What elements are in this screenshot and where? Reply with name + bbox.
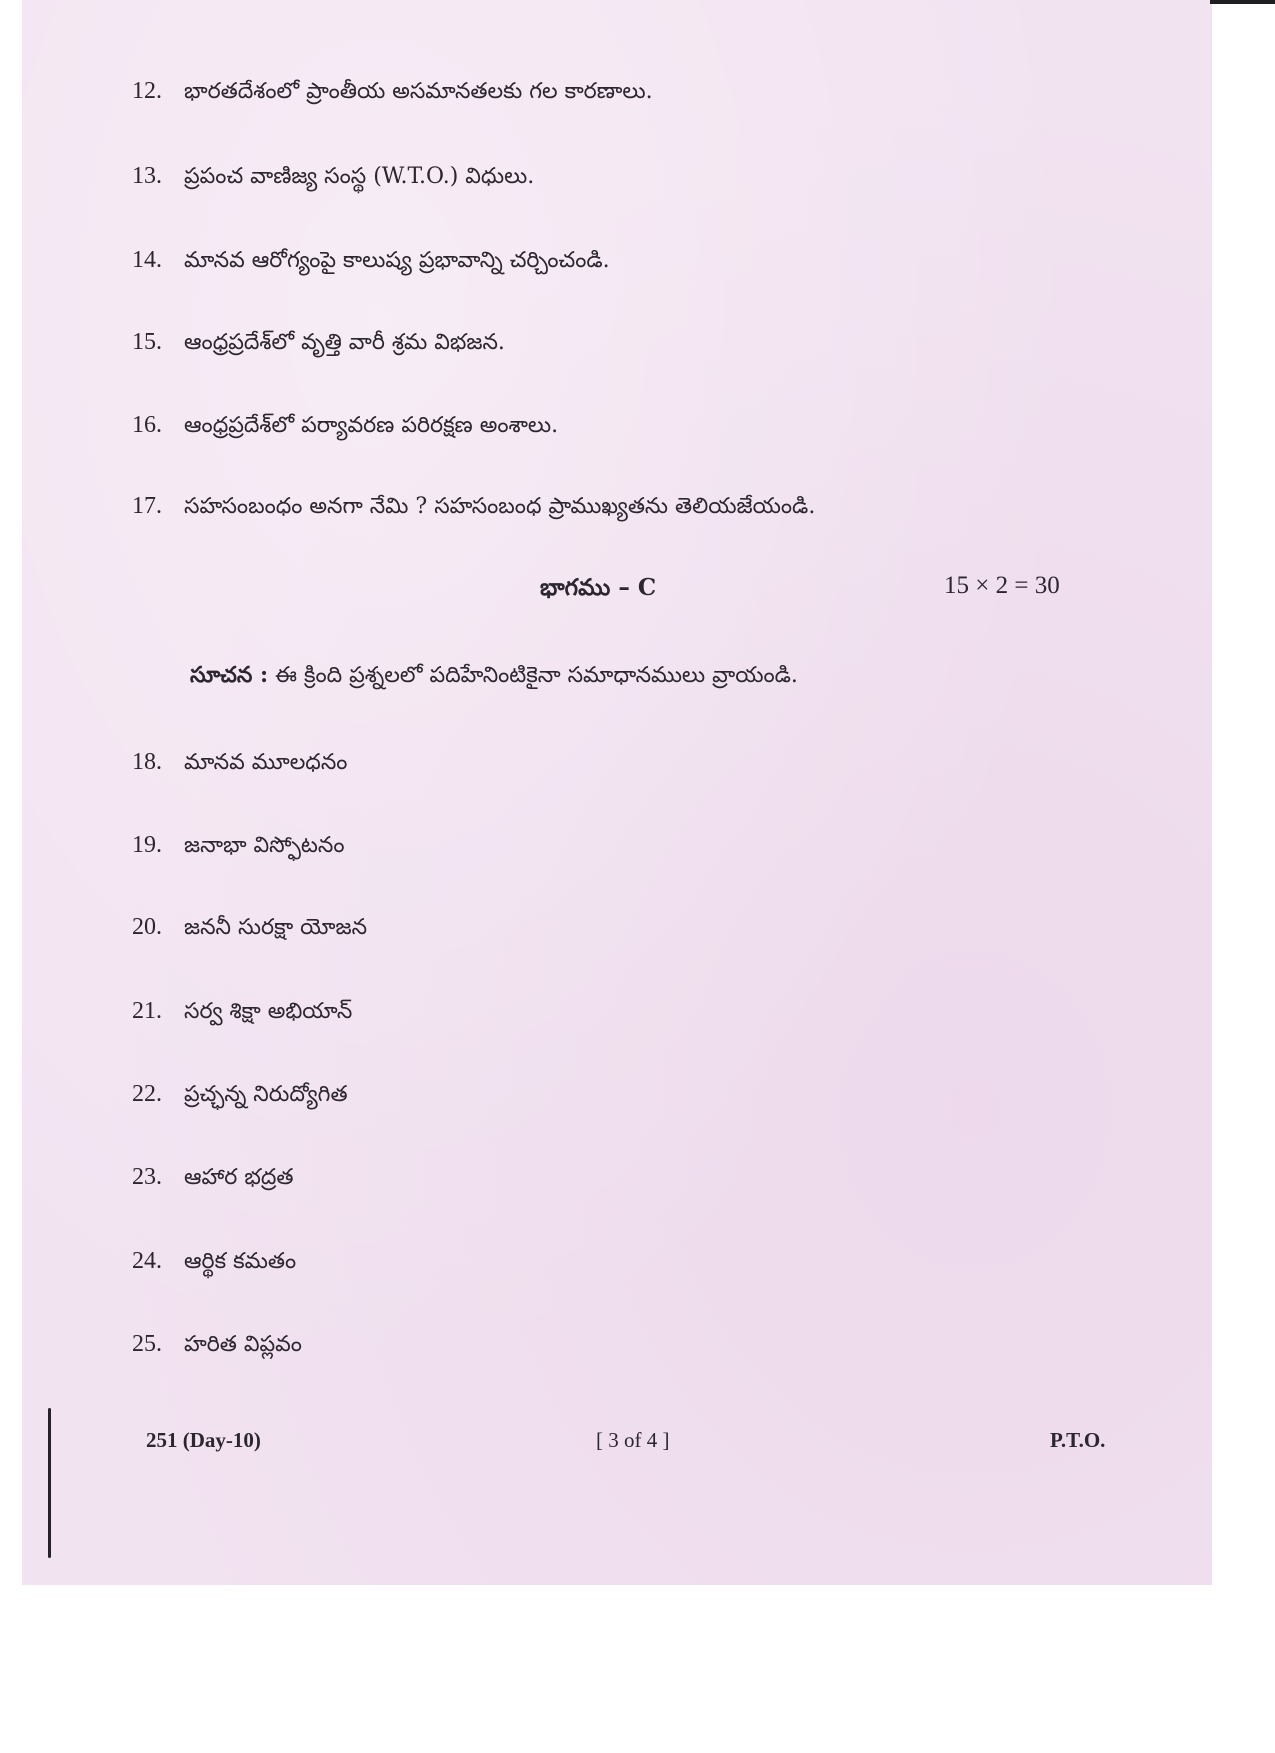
question-number: 25. (132, 1331, 162, 1357)
question-number: 12. (132, 78, 162, 104)
section-c-marks: 15 × 2 = 30 (944, 572, 1060, 599)
paper-code: 251 (Day-10) (146, 1428, 261, 1452)
scan-edge-mark (1210, 0, 1275, 4)
question-14 (132, 247, 610, 278)
question-text: ప్రచ్ఛన్న నిరుద్యోగిత (184, 1082, 348, 1107)
instruction-label: సూచన : (190, 662, 269, 688)
question-21 (132, 998, 352, 1029)
question-text: ఆంధ్రప్రదేశ్‌లో పర్యావరణ పరిరక్షణ అంశాలు. (184, 413, 559, 438)
page-number: [ 3 of 4 ] (596, 1428, 670, 1452)
question-13 (132, 163, 534, 194)
question-number: 22. (132, 1081, 162, 1107)
section-c-heading: భాగము – C (540, 574, 657, 601)
question-text: హరిత విప్లవం (184, 1332, 302, 1357)
question-text: ప్రపంచ వాణిజ్య సంస్థ (W.T.O.) విధులు. (184, 164, 535, 189)
question-text: ఆర్థిక కమతం (184, 1249, 297, 1274)
question-16 (132, 412, 558, 443)
question-15 (132, 329, 505, 360)
question-text: ఆహార భద్రత (184, 1165, 294, 1190)
question-text: జనాభా విస్ఫోటనం (184, 833, 345, 858)
pto-label: P.T.O. (1050, 1428, 1106, 1452)
question-text: సర్వ శిక్షా అభియాన్ (184, 999, 353, 1024)
question-19 (132, 832, 345, 863)
question-text: జననీ సురక్షా యోజన (184, 915, 368, 940)
section-c-instruction (190, 662, 798, 693)
question-number: 23. (132, 1164, 162, 1190)
question-20 (132, 914, 367, 945)
question-number: 21. (132, 998, 162, 1024)
question-number: 24. (132, 1248, 162, 1274)
instruction-text: ఈ క్రింది ప్రశ్నలలో పదిహేనింటికైనా సమాధానములు వ్రాయండి. (275, 663, 798, 688)
question-number: 19. (132, 832, 162, 858)
question-text: మానవ ఆరోగ్యంపై కాలుష్య ప్రభావాన్ని చర్చించండి. (184, 248, 610, 273)
question-24 (132, 1248, 296, 1279)
question-text: మానవ మూలధనం (184, 750, 348, 775)
question-number: 15. (132, 329, 162, 355)
question-number: 18. (132, 749, 162, 775)
question-number: 20. (132, 914, 162, 940)
question-23 (132, 1164, 293, 1195)
margin-line (48, 1408, 51, 1558)
question-25 (132, 1331, 302, 1362)
question-text: సహసంబంధం అనగా నేమి ? సహసంబంధ ప్రాముఖ్యతను తెలియజేయండి. (184, 494, 816, 519)
question-number: 17. (132, 493, 162, 519)
question-18 (132, 749, 347, 780)
question-number: 14. (132, 247, 162, 273)
question-22 (132, 1081, 348, 1112)
question-number: 13. (132, 163, 162, 189)
question-number: 16. (132, 412, 162, 438)
question-12 (132, 78, 653, 109)
question-17 (132, 493, 815, 524)
question-text: ఆంధ్రప్రదేశ్‌లో వృత్తి వారీ శ్రమ విభజన. (184, 330, 505, 355)
question-text: భారతదేశంలో ప్రాంతీయ అసమానతలకు గల కారణాలు. (184, 79, 653, 104)
